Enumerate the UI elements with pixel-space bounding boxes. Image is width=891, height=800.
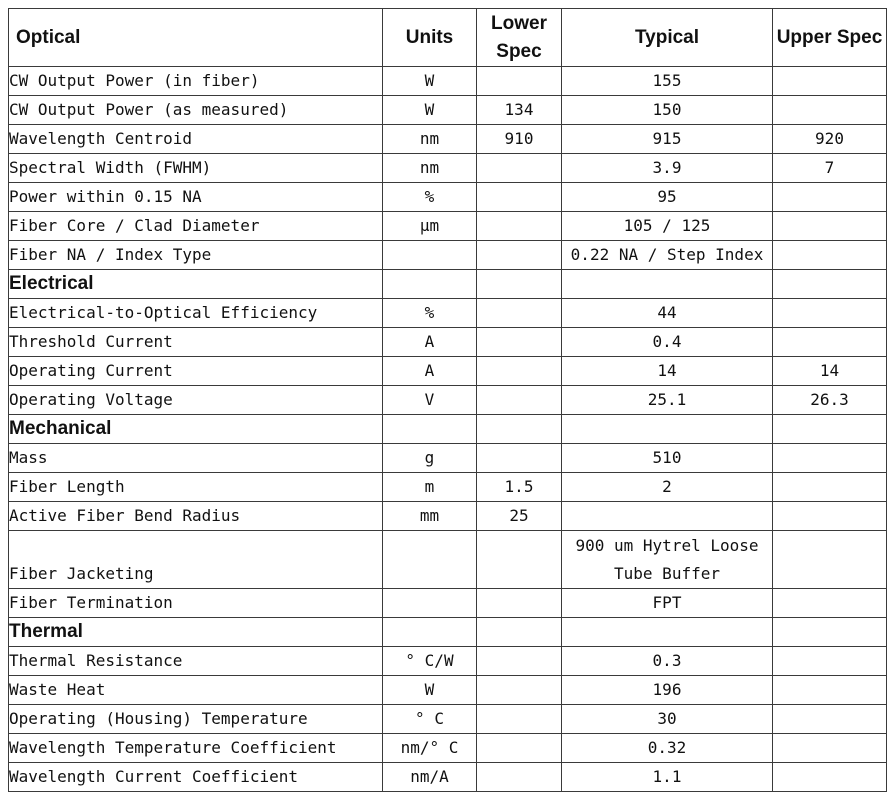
typical-cell: 105 / 125 — [562, 212, 773, 241]
lower-spec-cell — [477, 212, 562, 241]
units-cell: V — [383, 386, 477, 415]
upper-spec-cell — [773, 96, 887, 125]
lower-spec-cell — [477, 328, 562, 357]
upper-spec-cell — [773, 328, 887, 357]
typical-cell: 196 — [562, 676, 773, 705]
typical-cell: 95 — [562, 183, 773, 212]
lower-spec-cell — [477, 705, 562, 734]
lower-spec-cell — [477, 531, 562, 589]
upper-spec-cell: 26.3 — [773, 386, 887, 415]
typical-cell: 155 — [562, 67, 773, 96]
units-cell: W — [383, 96, 477, 125]
param-cell: Fiber Core / Clad Diameter — [9, 212, 383, 241]
units-cell: nm — [383, 125, 477, 154]
param-cell: CW Output Power (as measured) — [9, 96, 383, 125]
units-cell: ° C — [383, 705, 477, 734]
spec-row — [9, 96, 887, 125]
spec-row — [9, 734, 887, 763]
spec-row — [9, 357, 887, 386]
typical-cell: 0.4 — [562, 328, 773, 357]
section-heading: Mechanical — [9, 415, 383, 444]
typical-cell: 0.22 NA / Step Index — [562, 241, 773, 270]
param-cell: Wavelength Temperature Coefficient — [9, 734, 383, 763]
spec-table — [8, 8, 887, 792]
section-row — [9, 618, 887, 647]
units-cell: W — [383, 676, 477, 705]
upper-spec-cell — [773, 589, 887, 618]
param-cell: Electrical-to-Optical Efficiency — [9, 299, 383, 328]
lower-spec-cell — [477, 357, 562, 386]
units-cell: A — [383, 357, 477, 386]
empty-cell — [477, 618, 562, 647]
typical-cell: FPT — [562, 589, 773, 618]
upper-spec-cell — [773, 241, 887, 270]
upper-spec-cell: 7 — [773, 154, 887, 183]
typical-cell — [562, 502, 773, 531]
empty-cell — [383, 270, 477, 299]
upper-spec-cell: 14 — [773, 357, 887, 386]
lower-spec-cell — [477, 763, 562, 792]
units-cell: ° C/W — [383, 647, 477, 676]
spec-row — [9, 386, 887, 415]
lower-spec-cell — [477, 734, 562, 763]
units-cell: nm/° C — [383, 734, 477, 763]
param-cell: Wavelength Current Coefficient — [9, 763, 383, 792]
empty-cell — [773, 415, 887, 444]
upper-spec-cell — [773, 67, 887, 96]
section-heading: Electrical — [9, 270, 383, 299]
lower-spec-cell: 25 — [477, 502, 562, 531]
upper-spec-cell — [773, 705, 887, 734]
upper-spec-cell — [773, 502, 887, 531]
lower-spec-cell — [477, 676, 562, 705]
param-cell: Power within 0.15 NA — [9, 183, 383, 212]
param-cell: Thermal Resistance — [9, 647, 383, 676]
empty-cell — [773, 618, 887, 647]
param-cell: Waste Heat — [9, 676, 383, 705]
upper-spec-cell — [773, 299, 887, 328]
param-cell: Wavelength Centroid — [9, 125, 383, 154]
typical-cell: 0.32 — [562, 734, 773, 763]
param-cell: Spectral Width (FWHM) — [9, 154, 383, 183]
upper-spec-cell — [773, 212, 887, 241]
param-cell: Fiber Length — [9, 473, 383, 502]
header-typical: Typical — [562, 9, 773, 67]
lower-spec-cell — [477, 589, 562, 618]
lower-spec-cell — [477, 154, 562, 183]
section-row — [9, 415, 887, 444]
typical-cell: 0.3 — [562, 647, 773, 676]
units-cell: g — [383, 444, 477, 473]
typical-cell: 3.9 — [562, 154, 773, 183]
lower-spec-cell: 910 — [477, 125, 562, 154]
empty-cell — [562, 618, 773, 647]
upper-spec-cell — [773, 444, 887, 473]
spec-row — [9, 647, 887, 676]
spec-row — [9, 705, 887, 734]
spec-row — [9, 763, 887, 792]
lower-spec-cell — [477, 647, 562, 676]
lower-spec-cell — [477, 386, 562, 415]
spec-table-body — [9, 67, 887, 792]
header-upper-spec: Upper Spec — [773, 9, 887, 67]
units-cell: W — [383, 67, 477, 96]
param-cell: Fiber Termination — [9, 589, 383, 618]
typical-cell: 14 — [562, 357, 773, 386]
spec-row — [9, 444, 887, 473]
lower-spec-cell: 134 — [477, 96, 562, 125]
units-cell: μm — [383, 212, 477, 241]
spec-row — [9, 125, 887, 154]
empty-cell — [477, 270, 562, 299]
typical-cell: 900 um Hytrel Loose Tube Buffer — [562, 531, 773, 589]
typical-cell: 150 — [562, 96, 773, 125]
lower-spec-cell — [477, 299, 562, 328]
param-cell: Operating (Housing) Temperature — [9, 705, 383, 734]
upper-spec-cell — [773, 183, 887, 212]
units-cell: A — [383, 328, 477, 357]
param-cell: Operating Current — [9, 357, 383, 386]
units-cell: mm — [383, 502, 477, 531]
spec-row — [9, 531, 887, 589]
typical-cell: 510 — [562, 444, 773, 473]
spec-row — [9, 299, 887, 328]
header-units: Units — [383, 9, 477, 67]
typical-cell: 2 — [562, 473, 773, 502]
empty-cell — [383, 415, 477, 444]
lower-spec-cell — [477, 444, 562, 473]
empty-cell — [383, 618, 477, 647]
spec-row — [9, 154, 887, 183]
lower-spec-cell — [477, 183, 562, 212]
upper-spec-cell: 920 — [773, 125, 887, 154]
spec-row — [9, 241, 887, 270]
spec-row — [9, 328, 887, 357]
param-cell: Operating Voltage — [9, 386, 383, 415]
units-cell: nm — [383, 154, 477, 183]
units-cell: m — [383, 473, 477, 502]
header-lower-spec: Lower Spec — [477, 9, 562, 67]
upper-spec-cell — [773, 734, 887, 763]
spec-row — [9, 589, 887, 618]
spec-row — [9, 212, 887, 241]
typical-cell: 44 — [562, 299, 773, 328]
lower-spec-cell — [477, 241, 562, 270]
spec-row — [9, 502, 887, 531]
lower-spec-cell: 1.5 — [477, 473, 562, 502]
spec-row — [9, 676, 887, 705]
units-cell — [383, 531, 477, 589]
units-cell: nm/A — [383, 763, 477, 792]
header-row — [9, 9, 887, 67]
section-heading: Thermal — [9, 618, 383, 647]
typical-cell: 30 — [562, 705, 773, 734]
typical-cell: 915 — [562, 125, 773, 154]
upper-spec-cell — [773, 473, 887, 502]
upper-spec-cell — [773, 647, 887, 676]
units-cell — [383, 241, 477, 270]
typical-cell: 25.1 — [562, 386, 773, 415]
spec-row — [9, 67, 887, 96]
lower-spec-cell — [477, 67, 562, 96]
param-cell: Fiber Jacketing — [9, 531, 383, 589]
empty-cell — [562, 270, 773, 299]
upper-spec-cell — [773, 676, 887, 705]
spec-row — [9, 473, 887, 502]
spec-row — [9, 183, 887, 212]
units-cell — [383, 589, 477, 618]
param-cell: Mass — [9, 444, 383, 473]
param-cell: Fiber NA / Index Type — [9, 241, 383, 270]
section-row — [9, 270, 887, 299]
param-cell: Threshold Current — [9, 328, 383, 357]
units-cell: % — [383, 299, 477, 328]
empty-cell — [477, 415, 562, 444]
param-cell: Active Fiber Bend Radius — [9, 502, 383, 531]
param-cell: CW Output Power (in fiber) — [9, 67, 383, 96]
upper-spec-cell — [773, 531, 887, 589]
empty-cell — [773, 270, 887, 299]
units-cell: % — [383, 183, 477, 212]
upper-spec-cell — [773, 763, 887, 792]
empty-cell — [562, 415, 773, 444]
header-optical: Optical — [9, 9, 383, 67]
typical-cell: 1.1 — [562, 763, 773, 792]
